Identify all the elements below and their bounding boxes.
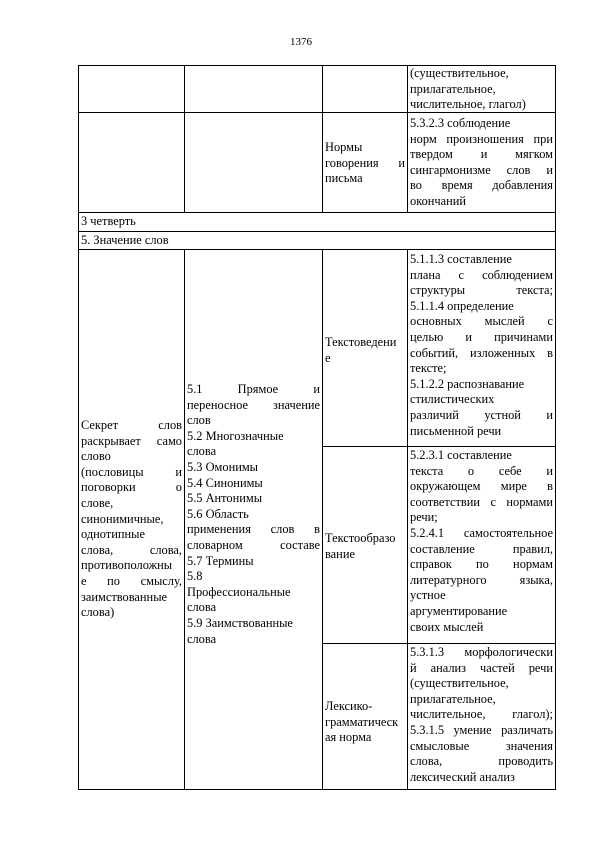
sub3-col3-cell: [325, 699, 407, 746]
cell-line: однотипные: [81, 527, 145, 542]
cell-line: 5.1 Прямое и: [187, 382, 320, 396]
cell-line: Текстоведени: [325, 335, 397, 349]
cell-line: (существительное,: [410, 66, 509, 80]
row-divider: [322, 643, 556, 644]
cell-line: прилагательное,: [410, 691, 496, 706]
cell-line: 5.8: [187, 569, 203, 584]
cell-line: 5.2.4.1 самостоятельное: [410, 525, 553, 540]
row-divider: [322, 446, 556, 447]
column-divider: [184, 249, 185, 790]
cell-line: своих мыслей: [410, 619, 484, 634]
cell-line: 5.9 Заимствованные: [187, 615, 293, 630]
cell-line: числительное, глагол): [410, 97, 526, 112]
cell-line: 5.5 Антонимы: [187, 491, 263, 506]
cell-line: слова): [81, 605, 115, 620]
cell-line: говорения и: [325, 155, 405, 170]
cell-line: числительное, глагол);: [410, 707, 553, 722]
column-divider: [407, 249, 408, 790]
cell-line: смысловые значения: [410, 738, 553, 753]
cell-line: слова: [187, 444, 217, 459]
column-divider: [407, 65, 408, 212]
cell-line: письма: [325, 171, 363, 186]
cell-line: во время добавления: [410, 178, 553, 193]
cell-line: целью и причинами: [410, 329, 553, 344]
cell-line: слова: [187, 631, 217, 646]
cell-line: устное: [410, 588, 446, 603]
cell-line: 5.3 Омонимы: [187, 459, 258, 474]
sub3-col4-cell: [410, 645, 553, 785]
cell-line: письменной речи: [410, 423, 502, 438]
cell-line: структуры текста;: [410, 283, 553, 298]
table-border-right: [555, 65, 556, 790]
cell-line: слове,: [81, 495, 114, 510]
row-divider: [78, 249, 556, 250]
cell-line: составление правил,: [410, 541, 553, 556]
cell-line: словарном составе: [187, 537, 320, 552]
cell-line: соответствии с нормами: [410, 494, 553, 509]
row-divider: [78, 231, 556, 232]
sub2-col3-cell: [325, 531, 407, 562]
cell-line: (существительное,: [410, 676, 509, 691]
cell-line: Лексико-: [325, 699, 373, 713]
row-divider: [78, 212, 556, 213]
cell-line: прилагательное,: [410, 81, 496, 96]
cell-line: й анализ частей речи: [410, 660, 553, 675]
cell-line: 5.2.3.1 составление: [410, 448, 512, 462]
cell-line: стилистических: [410, 392, 495, 407]
sub2-col4-cell: [410, 448, 553, 635]
sub1-col4-cell: [410, 252, 553, 439]
cell-line: 5.6 Область: [187, 506, 249, 521]
cell-line: поговорки о: [81, 480, 182, 495]
cell-line: плана с соблюдением: [410, 267, 553, 282]
cell-line: (пословицы и: [81, 464, 182, 479]
cell-line: литературного языка,: [410, 572, 553, 587]
cell-line: 5.7 Термины: [187, 553, 254, 568]
cell-line: твердом и мягком: [410, 147, 553, 162]
subtopics-cell: [187, 382, 320, 647]
column-divider: [184, 65, 185, 212]
cell-line: заимствованные: [81, 589, 168, 604]
column-divider: [322, 65, 323, 212]
cell-line: е по смыслу,: [81, 573, 182, 588]
cell-line: Нормы: [325, 140, 363, 154]
cell-line: синонимичные,: [81, 511, 164, 526]
cell-line: различий устной и: [410, 407, 553, 422]
cell-line: 5.2 Многозначные: [187, 428, 284, 443]
section-label: 5. Значение слов: [81, 233, 169, 247]
cell-line: противоположны: [81, 558, 173, 573]
cell-line: Профессиональные: [187, 584, 291, 599]
sub1-col3-cell: [325, 335, 407, 366]
cell-line: текста о себе и: [410, 463, 553, 478]
cell-line: 5.1.1.4 определение: [410, 298, 514, 313]
cell-line: переносное значение: [187, 397, 320, 412]
row1-col4-cell: [410, 66, 553, 113]
cell-line: сингармонизме слов и: [410, 162, 553, 177]
cell-line: окружающем мире в: [410, 479, 553, 494]
cell-line: слово: [81, 449, 111, 464]
cell-line: слов: [187, 413, 211, 428]
cell-line: событий, изложенных в: [410, 345, 553, 360]
cell-line: основных мыслей с: [410, 314, 553, 329]
cell-line: ая норма: [325, 730, 372, 745]
cell-line: 5.4 Синонимы: [187, 475, 263, 490]
cell-line: применения слов в: [187, 522, 320, 537]
page-number: 1376: [290, 36, 312, 48]
cell-line: 5.3.1.3 морфологически: [410, 645, 553, 659]
cell-line: грамматическ: [325, 714, 399, 729]
cell-line: тексте;: [410, 361, 447, 376]
table-border-bottom: [78, 789, 556, 790]
cell-line: аргументирование: [410, 603, 508, 618]
cell-line: слова, проводить: [410, 754, 553, 769]
cell-line: раскрывает само: [81, 433, 182, 448]
cell-line: 5.3.1.5 умение различать: [410, 722, 553, 737]
cell-line: речи;: [410, 510, 438, 525]
topic-cell: [81, 418, 182, 621]
cell-line: 5.3.2.3 соблюдение: [410, 116, 511, 130]
cell-line: лексический анализ: [410, 769, 515, 784]
quarter-label: 3 четверть: [81, 214, 136, 228]
cell-line: Текстообразо: [325, 531, 396, 545]
row2-col4-cell: [410, 116, 553, 210]
cell-line: слова: [187, 600, 217, 615]
table-border-left: [78, 65, 79, 790]
cell-line: Секрет слов: [81, 418, 182, 432]
cell-line: справок по нормам: [410, 557, 553, 572]
cell-line: 5.1.2.2 распознавание: [410, 376, 525, 391]
cell-line: норм произношения при: [410, 131, 553, 146]
cell-line: слова, слова,: [81, 542, 182, 557]
cell-line: 5.1.1.3 составление: [410, 252, 512, 266]
cell-line: вание: [325, 546, 355, 561]
column-divider: [322, 249, 323, 790]
row2-col3-cell: [325, 140, 405, 187]
cell-line: окончаний: [410, 193, 467, 208]
cell-line: е: [325, 350, 331, 365]
